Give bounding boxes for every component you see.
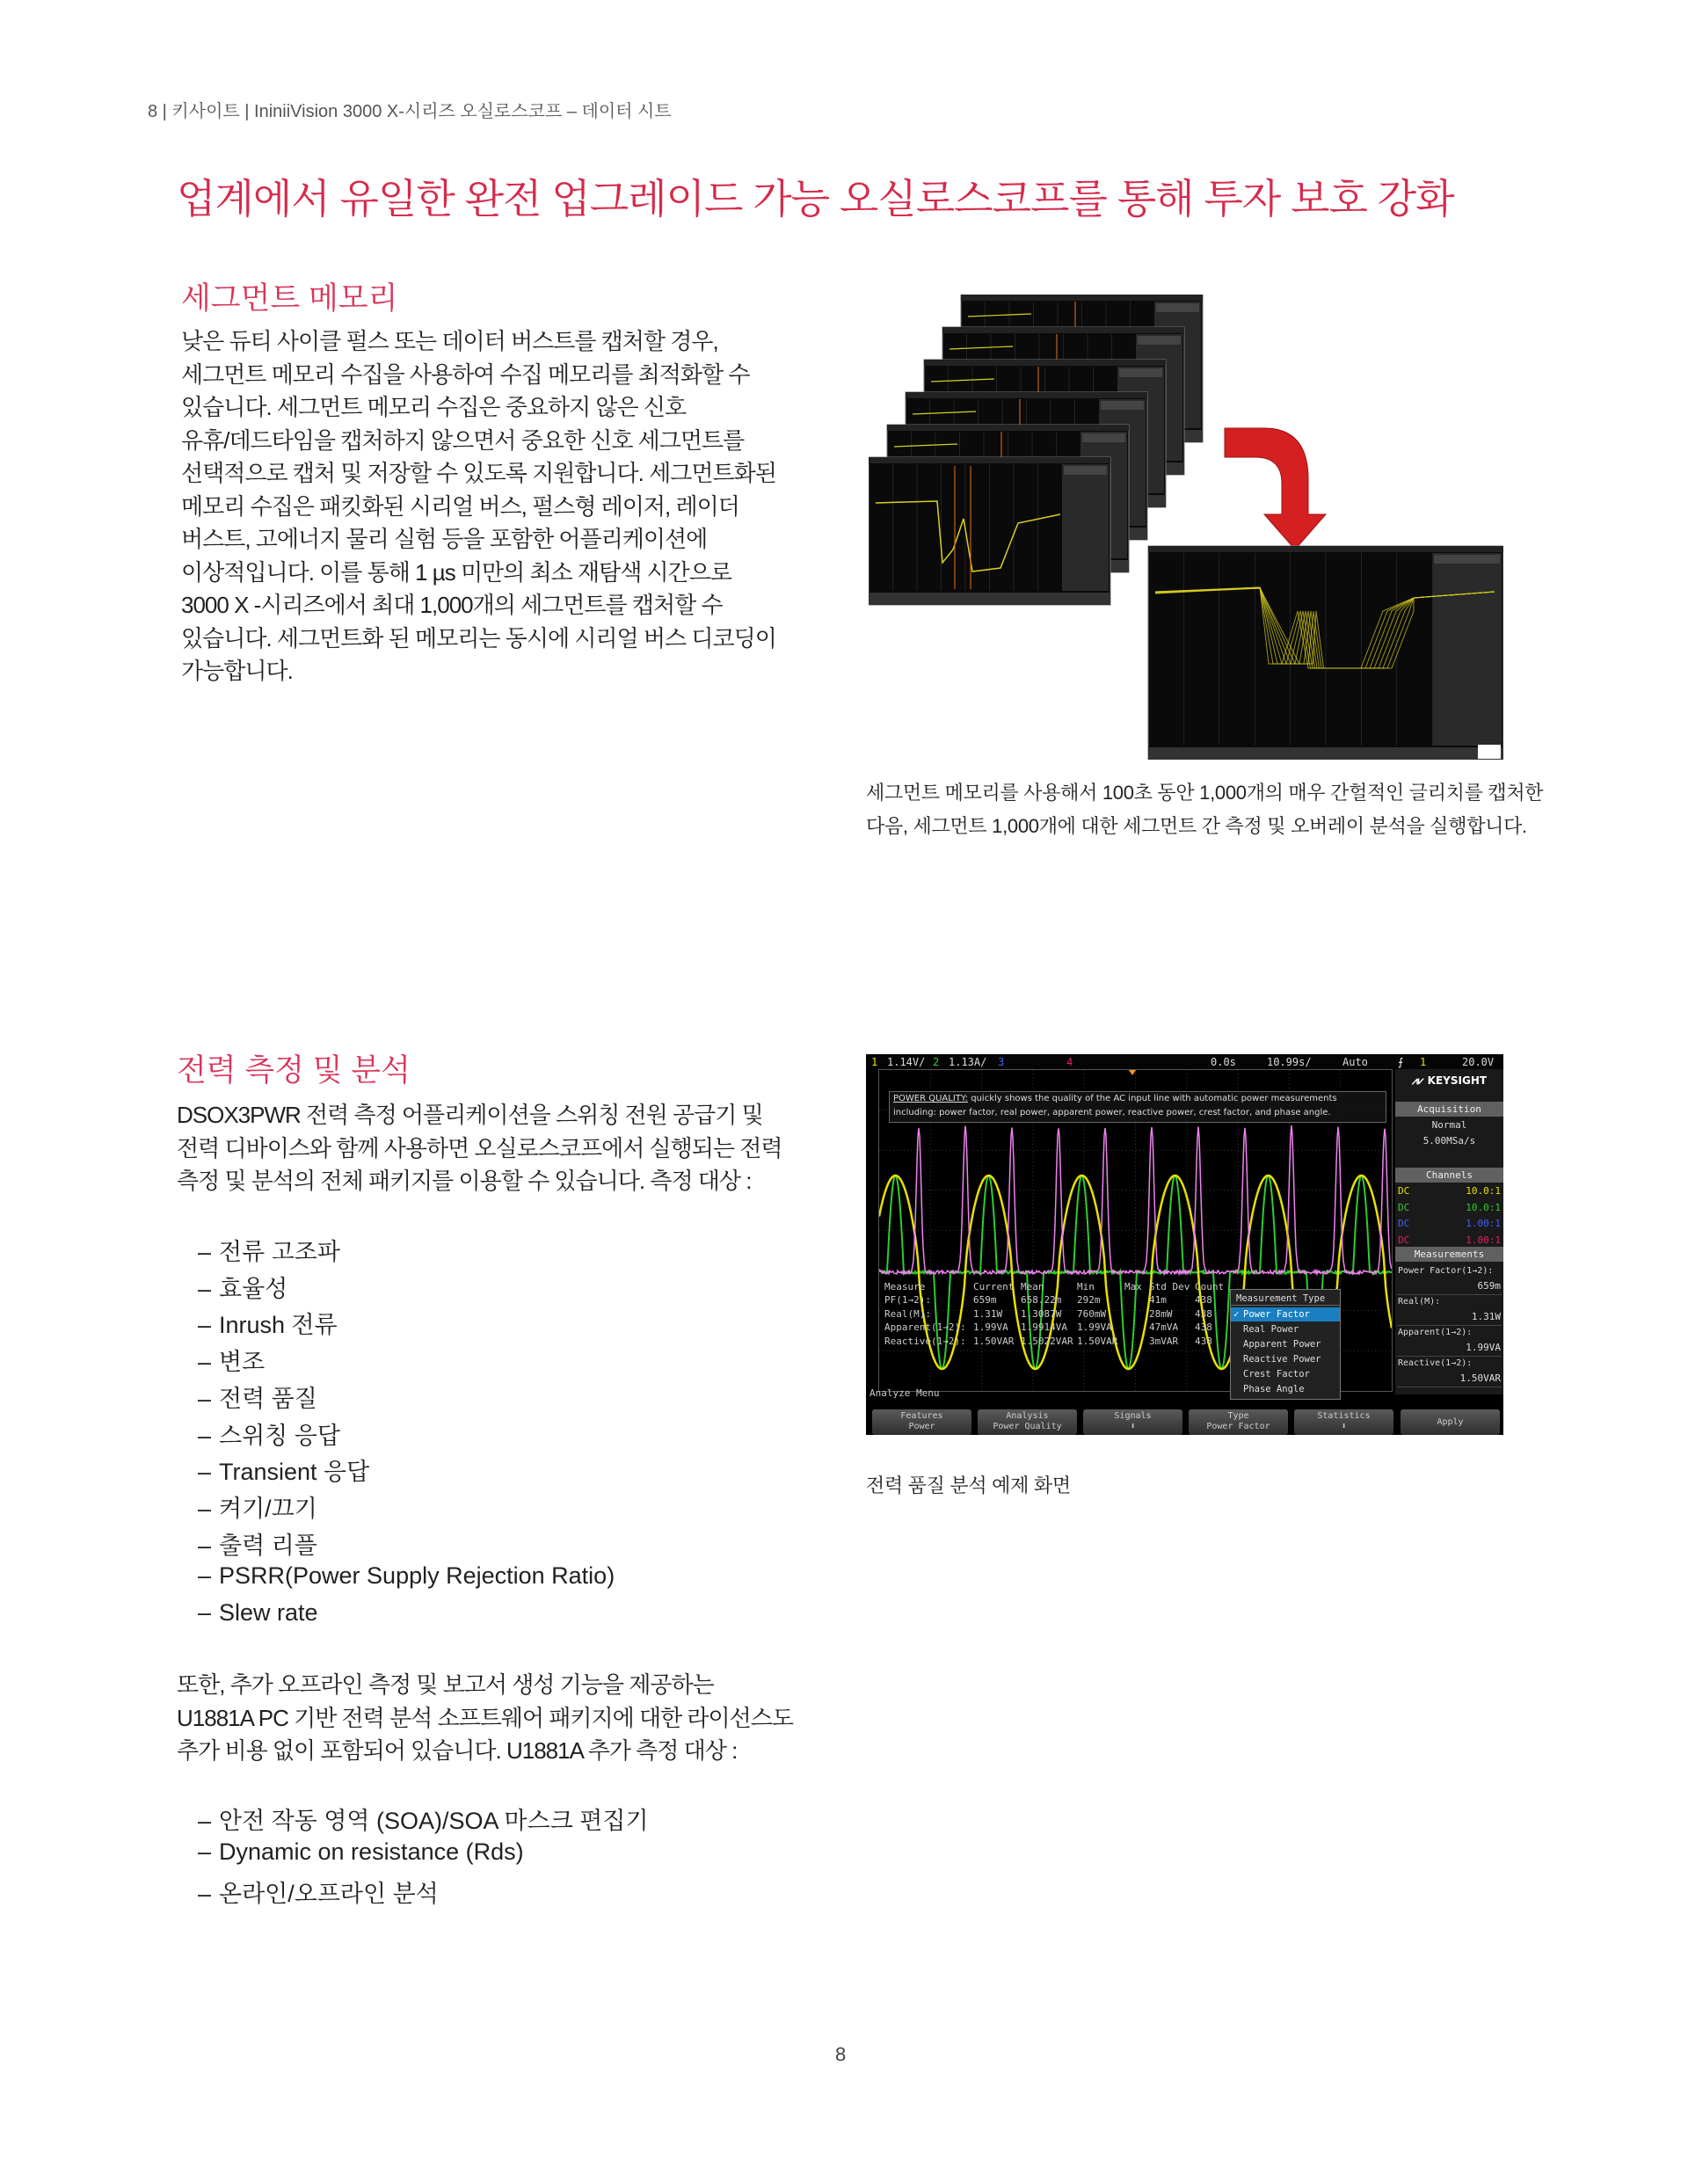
list-item-text: 출력 리플 <box>219 1532 317 1559</box>
list-dash: – <box>198 1349 212 1376</box>
measurement-type-dropdown[interactable] <box>1230 1289 1341 1400</box>
list-item <box>198 1270 287 1304</box>
body-line: 메모리 수집은 패킷화된 시리얼 버스, 펄스형 레이저, 레이더 <box>181 492 739 520</box>
u1881a-measurement-list <box>198 1802 813 1916</box>
analyze-menu-label: Analyze Menu <box>869 1387 940 1399</box>
scope-status-bar <box>866 1054 1503 1069</box>
ch2-scale: 1.13A/ <box>949 1056 987 1068</box>
channel-probe: 10.0:1 <box>1466 1185 1501 1197</box>
trigger-mode: Auto <box>1342 1056 1368 1068</box>
list-item-text: 전류 고조파 <box>219 1239 340 1265</box>
measurement-label: Reactive(1→2): <box>1398 1358 1473 1368</box>
info-title: POWER QUALITY: <box>893 1094 969 1103</box>
list-item <box>198 1562 615 1590</box>
list-dash: – <box>198 1562 212 1590</box>
list-item <box>198 1526 317 1561</box>
stats-cell: Real(M): <box>884 1307 931 1320</box>
list-item-text: Inrush 전류 <box>219 1312 338 1339</box>
softkey-value: Power Quality <box>993 1422 1062 1431</box>
list-dash: – <box>198 1459 212 1486</box>
power-quality-caption: 전력 품질 분석 예제 화면 <box>866 1474 1071 1496</box>
intro-line: 전력 디바이스와 함께 사용하면 오실로스코프에서 실행되는 전력 <box>177 1134 782 1161</box>
list-dash: – <box>198 1495 212 1522</box>
list-item <box>198 1838 524 1866</box>
info-line2: including: power factor, real power, apparent power, reactive power, crest factor, and phase angle. <box>893 1108 1331 1117</box>
softkey-signals[interactable] <box>1083 1409 1182 1435</box>
stats-cell: 1.9914VA <box>1021 1321 1067 1333</box>
power-quality-info-box <box>889 1091 1386 1123</box>
intro-line: DSOX3PWR 전력 측정 어플리케이션을 스위칭 전원 공급기 및 <box>177 1102 763 1128</box>
stats-cell: 438 <box>1195 1321 1212 1333</box>
stats-cell: 658.22m <box>1021 1294 1062 1306</box>
stats-cell: 1.50VAR <box>973 1335 1015 1347</box>
stats-header: Current <box>973 1281 1015 1292</box>
dropdown-option-label: Crest Factor <box>1243 1369 1310 1380</box>
list-dash: – <box>198 1385 212 1412</box>
softkey-value: ⬇ <box>1130 1422 1136 1431</box>
keysight-logo: ⩘⩗ KEYSIGHT <box>1411 1074 1488 1087</box>
stats-cell: 1.31W <box>973 1307 1003 1320</box>
section-heading-power: 전력 측정 및 분석 <box>177 1053 411 1088</box>
dropdown-option-label: Power Factor <box>1243 1309 1310 1320</box>
body-line: 버스트, 고에너지 물리 실험 등을 포함한 어플리케이션에 <box>181 526 708 552</box>
body-line: 있습니다. 세그먼트 메모리 수집은 중요하지 않은 신호 <box>181 394 687 420</box>
para2-line: U1881A PC 기반 전력 분석 소프트웨어 패키지에 대한 라이선스도 <box>177 1704 793 1731</box>
list-dash: – <box>198 1838 212 1865</box>
softkey-label: Analysis <box>1006 1411 1049 1421</box>
overlay-result-screen <box>1148 546 1503 760</box>
body-line: 가능합니다. <box>181 658 293 684</box>
list-dash: – <box>198 1532 212 1559</box>
stats-header: Std Dev <box>1149 1281 1190 1292</box>
stats-header: Max <box>1124 1281 1142 1292</box>
page-number: 8 <box>835 2043 847 2065</box>
body-line: 이상적입니다. 이를 통해 1 µs 미만의 최소 재탐색 시간으로 <box>181 558 732 586</box>
ch4-label: 4 <box>1066 1056 1073 1068</box>
stats-header: Mean <box>1021 1281 1044 1292</box>
ch1-label: 1 <box>871 1056 878 1068</box>
stats-cell: 760mW <box>1077 1307 1107 1320</box>
list-dash: – <box>198 1275 212 1302</box>
list-item <box>198 1416 340 1451</box>
list-item-text: 전력 품질 <box>219 1385 317 1412</box>
power-intro-paragraph <box>177 1099 782 1198</box>
body-line: 있습니다. 세그먼트화 된 메모리는 동시에 시리얼 버스 디코딩이 <box>181 624 776 652</box>
power-measurement-list <box>198 1233 813 1637</box>
list-item-text: 효율성 <box>219 1275 288 1302</box>
stats-header: Min <box>1077 1281 1095 1292</box>
body-line: 낮은 듀티 사이클 펄스 또는 데이터 버스트를 캡처할 경우, <box>181 328 718 354</box>
para2-line: 추가 비용 없이 포함되어 있습니다. U1881A 추가 측정 대상 : <box>177 1737 738 1764</box>
segment-screen <box>869 457 1110 605</box>
segment-color-icon <box>1478 745 1501 759</box>
list-item <box>198 1875 439 1909</box>
measurement-value: 1.99VA <box>1466 1342 1501 1353</box>
dropdown-option[interactable] <box>1231 1322 1340 1336</box>
acquisition-mode: Normal <box>1431 1119 1467 1131</box>
stats-cell: 1.5022VAR <box>1021 1335 1073 1347</box>
measurement-label: Apparent(1→2): <box>1398 1328 1473 1337</box>
list-item <box>198 1380 317 1414</box>
power-quality-scope-screen <box>866 1054 1503 1435</box>
body-line: 세그먼트 메모리 수집을 사용하여 수집 메모리를 최적화할 수 <box>181 360 750 388</box>
channel-probe: 1.00:1 <box>1466 1218 1501 1229</box>
dropdown-option-label: Phase Angle <box>1243 1384 1305 1394</box>
stats-cell: 659m <box>973 1294 997 1306</box>
softkey-label: Type <box>1227 1411 1249 1421</box>
dropdown-option-label: Reactive Power <box>1243 1354 1321 1365</box>
divider <box>1397 1356 1502 1357</box>
dropdown-title: Measurement Type <box>1231 1292 1340 1306</box>
channel-probe: 1.00:1 <box>1466 1234 1501 1246</box>
stats-cell: Apparent(1→2): <box>884 1321 966 1333</box>
stats-cell: 438 <box>1195 1294 1212 1306</box>
dropdown-option[interactable] <box>1231 1352 1340 1366</box>
list-item <box>198 1233 340 1267</box>
intro-line: 측정 및 분석의 전체 패키지를 이용할 수 있습니다. 측정 대상 : <box>177 1168 752 1194</box>
segmented-memory-caption <box>866 776 1543 843</box>
ch2-label: 2 <box>933 1056 940 1068</box>
stats-cell: 438 <box>1195 1307 1212 1320</box>
caption-line: 다음, 세그먼트 1,000개에 대한 세그먼트 간 측정 및 오버레이 분석을 실행합니다. <box>866 815 1527 837</box>
channel-coupling: DC <box>1398 1234 1410 1246</box>
stats-cell: 28mW <box>1149 1307 1173 1320</box>
segmented-memory-paragraph <box>181 325 776 688</box>
softkey-value: Power <box>908 1422 935 1431</box>
sample-rate: 5.00MSa/s <box>1422 1135 1476 1147</box>
softkey-label: Features <box>900 1411 943 1421</box>
list-dash: – <box>198 1422 212 1449</box>
body-line: 유휴/데드타임을 캡처하지 않으면서 중요한 신호 세그먼트를 <box>181 426 745 454</box>
list-item-text: 변조 <box>219 1349 266 1376</box>
stats-cell: 1.3087W <box>1021 1307 1062 1320</box>
dropdown-option[interactable] <box>1231 1367 1340 1381</box>
softkey-value: ⬇ <box>1341 1422 1347 1431</box>
stats-header: Measure <box>884 1281 926 1292</box>
stats-cell: 438 <box>1195 1335 1212 1347</box>
divider <box>1397 1294 1502 1295</box>
measurement-value: 659m <box>1477 1280 1501 1292</box>
u1881a-paragraph <box>177 1669 793 1768</box>
list-dash: – <box>198 1599 212 1626</box>
softkey-label: Statistics <box>1317 1411 1371 1421</box>
stats-cell: 47mVA <box>1149 1321 1179 1333</box>
softkey-statistics[interactable] <box>1294 1409 1393 1435</box>
list-item-text: Slew rate <box>219 1599 318 1626</box>
segmented-screens-illustration <box>869 295 1503 760</box>
list-dash: – <box>198 1312 212 1339</box>
trigger-position-marker <box>1129 1070 1136 1075</box>
list-item <box>198 1599 318 1627</box>
stats-cell: 41m <box>1149 1294 1167 1306</box>
list-item-text: Dynamic on resistance (Rds) <box>219 1838 524 1865</box>
time-offset: 0.0s <box>1211 1056 1236 1068</box>
stats-cell: Reactive(1→2): <box>884 1335 966 1347</box>
ch1-scale: 1.14V/ <box>887 1056 926 1068</box>
list-item-text: Transient 응답 <box>219 1459 370 1486</box>
list-item-text: 온라인/오프라인 분석 <box>219 1881 439 1907</box>
trigger-source: 1 <box>1420 1056 1427 1068</box>
measurements-header: Measurements <box>1395 1247 1503 1262</box>
trigger-edge-icon: ⨍ <box>1398 1056 1404 1068</box>
list-item <box>198 1802 649 1836</box>
ch3-label: 3 <box>998 1056 1005 1068</box>
divider <box>1397 1325 1502 1326</box>
section-heading-segmented-memory: 세그먼트 메모리 <box>181 281 398 316</box>
dropdown-option-label: Real Power <box>1243 1324 1299 1335</box>
body-line: 선택적으로 캡처 및 저장할 수 있도록 지원합니다. 세그먼트화된 <box>181 460 776 486</box>
channel-coupling: DC <box>1398 1201 1410 1213</box>
info-line1: quickly shows the quality of the AC input line with automatic power measurements <box>971 1094 1337 1103</box>
check-icon: ✓ <box>1233 1309 1240 1320</box>
running-header: 8 | 키사이트 | IniniiVision 3000 X-시리즈 오실로스코프 – 데이터 시트 <box>148 102 672 121</box>
channel-coupling: DC <box>1398 1185 1410 1197</box>
page-title: 업계에서 유일한 완전 업그레이드 가능 오실로스코프를 통해 투자 보호 강화 <box>177 176 1454 222</box>
softkey-label: Signals <box>1114 1411 1152 1421</box>
softkey-value: Power Factor <box>1206 1422 1270 1431</box>
list-item-text: PSRR(Power Supply Rejection Ratio) <box>219 1562 615 1590</box>
list-item <box>198 1306 338 1340</box>
channels-header: Channels <box>1395 1168 1503 1183</box>
measurement-value: 1.50VAR <box>1459 1372 1501 1384</box>
softkey-label: Apply <box>1437 1417 1464 1427</box>
trigger-level: 20.0V <box>1462 1056 1495 1068</box>
stats-cell: 1.99VA <box>1077 1321 1112 1333</box>
channel-coupling: DC <box>1398 1218 1410 1229</box>
list-item-text: 안전 작동 영역 (SOA)/SOA 마스크 편집기 <box>219 1808 649 1834</box>
softkey-apply[interactable] <box>1401 1409 1500 1435</box>
measurement-label: Power Factor(1→2): <box>1398 1266 1494 1276</box>
dropdown-option-label: Apparent Power <box>1243 1339 1321 1350</box>
stats-cell: PF(1→2): <box>884 1294 931 1306</box>
caption-line: 세그먼트 메모리를 사용해서 100초 동안 1,000개의 매우 간헐적인 글리치를 캡처한 <box>866 782 1544 804</box>
list-dash: – <box>198 1239 212 1265</box>
softkey-type[interactable] <box>1189 1409 1288 1435</box>
list-item <box>198 1452 369 1487</box>
stats-cell: 1.99VA <box>973 1321 1008 1333</box>
list-item-text: 켜기/끄기 <box>219 1495 317 1522</box>
list-dash: – <box>198 1808 212 1834</box>
scope-side-panel <box>1395 1069 1503 1394</box>
list-item <box>198 1343 265 1377</box>
acquisition-header: Acquisition <box>1395 1102 1503 1117</box>
dropdown-option[interactable] <box>1231 1382 1340 1396</box>
list-item <box>198 1489 317 1524</box>
red-arrow-icon <box>1225 428 1326 550</box>
dropdown-option[interactable] <box>1231 1337 1340 1351</box>
softkey-analysis[interactable] <box>978 1409 1077 1435</box>
softkey-features[interactable] <box>872 1409 971 1435</box>
list-item-text: 스위칭 응답 <box>219 1422 340 1449</box>
dropdown-option[interactable] <box>1231 1307 1340 1321</box>
time-scale: 10.99s/ <box>1267 1056 1312 1068</box>
stats-cell: 1.50VAR <box>1077 1335 1118 1347</box>
measurement-label: Real(M): <box>1398 1297 1441 1307</box>
list-dash: – <box>198 1881 212 1907</box>
para2-line: 또한, 추가 오프라인 측정 및 보고서 생성 기능을 제공하는 <box>177 1671 714 1698</box>
stats-cell: 292m <box>1077 1294 1101 1306</box>
segmented-memory-figure <box>869 295 1503 760</box>
measurement-value: 1.31W <box>1471 1311 1501 1322</box>
channel-probe: 10.0:1 <box>1466 1201 1501 1213</box>
stats-header: Count <box>1195 1281 1225 1292</box>
body-line: 3000 X -시리즈에서 최대 1,000개의 세그먼트를 캡처할 수 <box>181 592 723 618</box>
stats-cell: 3mVAR <box>1149 1335 1179 1347</box>
